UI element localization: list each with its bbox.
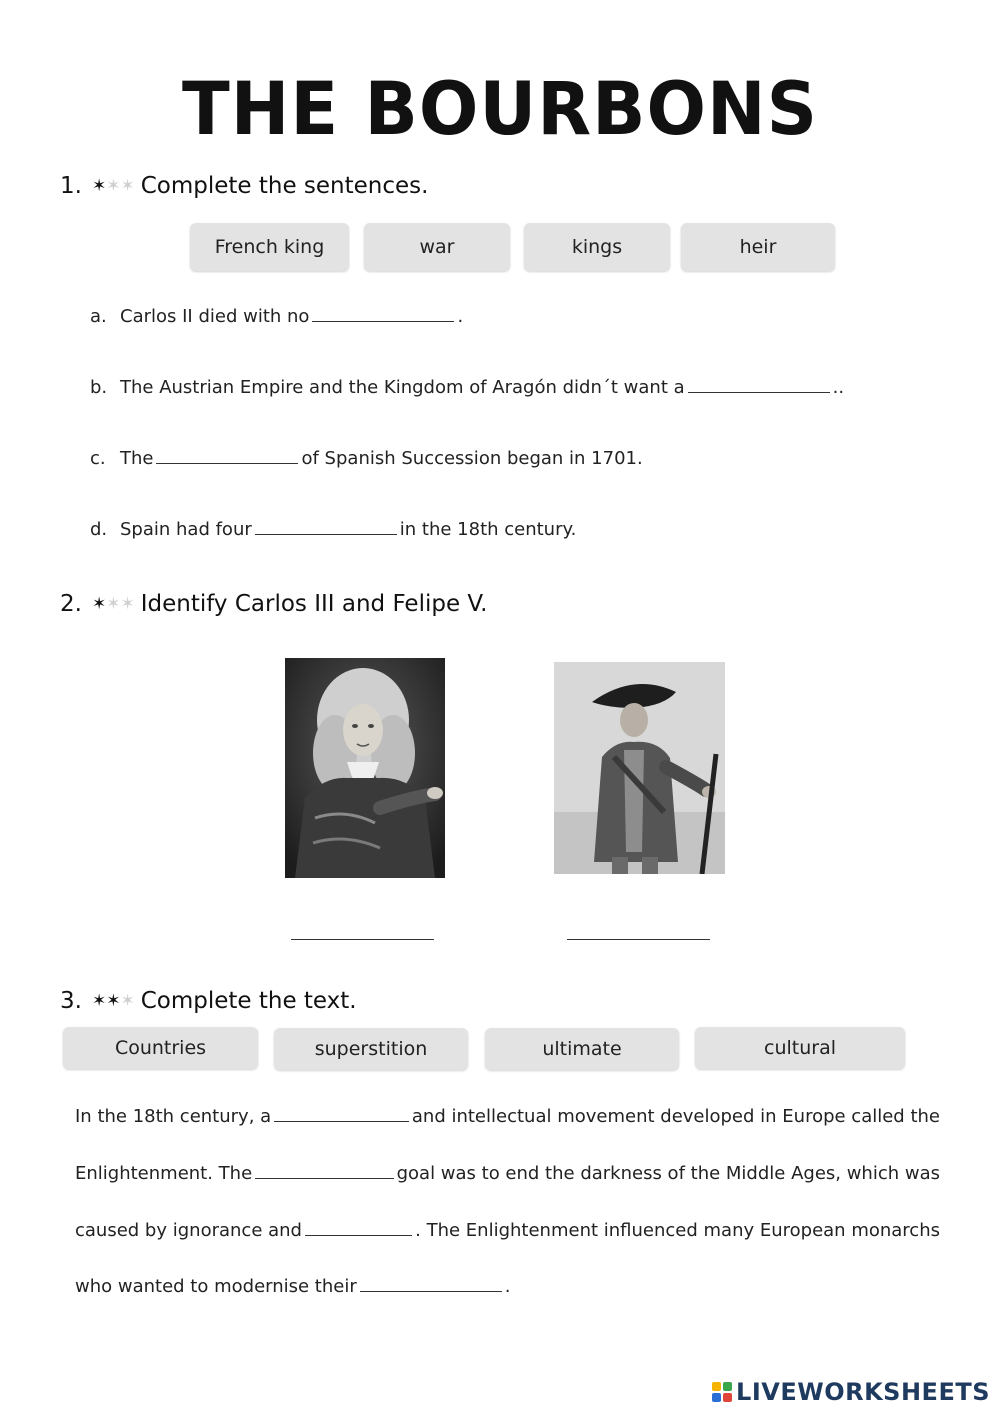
sentence-text: in the 18th century.: [399, 519, 577, 540]
sentence-letter: a.: [90, 306, 107, 327]
star-icon: ✶: [91, 593, 107, 614]
sentence-text: Spain had four: [120, 519, 252, 540]
text-line-1: [75, 1106, 940, 1127]
answer-blank[interactable]: [312, 307, 454, 322]
answer-blank[interactable]: [688, 378, 830, 393]
sentence-d: [90, 519, 576, 540]
word-chip[interactable]: cultural: [695, 1027, 905, 1069]
star-icon: ✶: [106, 593, 121, 614]
portrait-illustration: [285, 658, 445, 878]
q1-heading-text: Complete the sentences.: [140, 173, 429, 199]
difficulty-stars: [91, 990, 135, 1011]
answer-blank[interactable]: [305, 1221, 412, 1236]
text-segment: In the 18th century, a: [75, 1106, 272, 1127]
star-icon: ✶: [120, 593, 135, 614]
portrait-illustration: [554, 662, 725, 874]
q3-heading: [60, 988, 357, 1014]
sentence-letter: c.: [90, 448, 106, 469]
sentence-text: of Spanish Succession began in 1701.: [301, 448, 643, 469]
portrait-photo-2: [554, 662, 725, 874]
star-icon: ✶: [91, 175, 107, 196]
star-icon: ✶: [106, 990, 121, 1011]
word-chip[interactable]: war: [364, 223, 510, 271]
word-chip[interactable]: Countries: [63, 1027, 258, 1069]
brand-text: LIVEWORKSHEETS: [736, 1378, 990, 1406]
answer-blank[interactable]: [156, 449, 298, 464]
difficulty-stars: [91, 593, 135, 614]
word-chip[interactable]: ultimate: [485, 1028, 679, 1070]
sentence-a: [90, 306, 463, 327]
sentence-text: .: [457, 306, 464, 327]
answer-blank[interactable]: [255, 520, 397, 535]
word-chip[interactable]: kings: [524, 223, 670, 271]
answer-blank[interactable]: [567, 939, 710, 940]
sentence-c: [90, 448, 643, 469]
q1-heading: [60, 173, 428, 199]
text-segment: goal was to end the darkness of the Middle Ages, which was: [396, 1163, 940, 1184]
liveworksheets-logo: [712, 1378, 990, 1406]
text-line-2: [75, 1163, 940, 1184]
word-chip[interactable]: heir: [681, 223, 835, 271]
answer-blank[interactable]: [291, 939, 434, 940]
text-line-3: [75, 1220, 940, 1241]
q1-number: 1.: [60, 173, 82, 199]
sentence-text: ..: [832, 377, 845, 398]
text-segment: caused by ignorance and: [75, 1220, 302, 1241]
sentence-text: The Austrian Empire and the Kingdom of Aragón didn´t want a: [120, 377, 685, 398]
text-line-4: [75, 1276, 940, 1297]
text-segment: and intellectual movement developed in Europe called the: [411, 1106, 940, 1127]
sentence-b: [90, 377, 844, 398]
sentence-text: The: [120, 448, 154, 469]
star-icon: ✶: [91, 990, 107, 1011]
answer-blank[interactable]: [360, 1277, 502, 1292]
difficulty-stars: [91, 175, 135, 196]
star-icon: ✶: [120, 175, 135, 196]
q2-heading: [60, 591, 488, 617]
sentence-letter: d.: [90, 519, 108, 540]
word-chip[interactable]: French king: [190, 223, 349, 271]
q2-heading-text: Identify Carlos III and Felipe V.: [140, 591, 488, 617]
q3-heading-text: Complete the text.: [140, 988, 357, 1014]
page-title: THE BOURBONS: [182, 65, 818, 153]
word-chip[interactable]: superstition: [274, 1028, 468, 1070]
star-icon: ✶: [106, 175, 121, 196]
q2-number: 2.: [60, 591, 82, 617]
sentence-letter: b.: [90, 377, 108, 398]
text-segment: Enlightenment. The: [75, 1163, 253, 1184]
answer-blank[interactable]: [255, 1164, 393, 1179]
text-segment: . The Enlightenment influenced many European monarchs: [415, 1220, 940, 1241]
portrait-photo-1: [285, 658, 445, 878]
answer-blank[interactable]: [274, 1107, 409, 1122]
q3-number: 3.: [60, 988, 82, 1014]
sentence-text: Carlos II died with no: [120, 306, 310, 327]
logo-grid-icon: [712, 1382, 732, 1402]
star-icon: ✶: [120, 990, 135, 1011]
text-segment: .: [504, 1276, 511, 1297]
text-segment: who wanted to modernise their: [75, 1276, 357, 1297]
